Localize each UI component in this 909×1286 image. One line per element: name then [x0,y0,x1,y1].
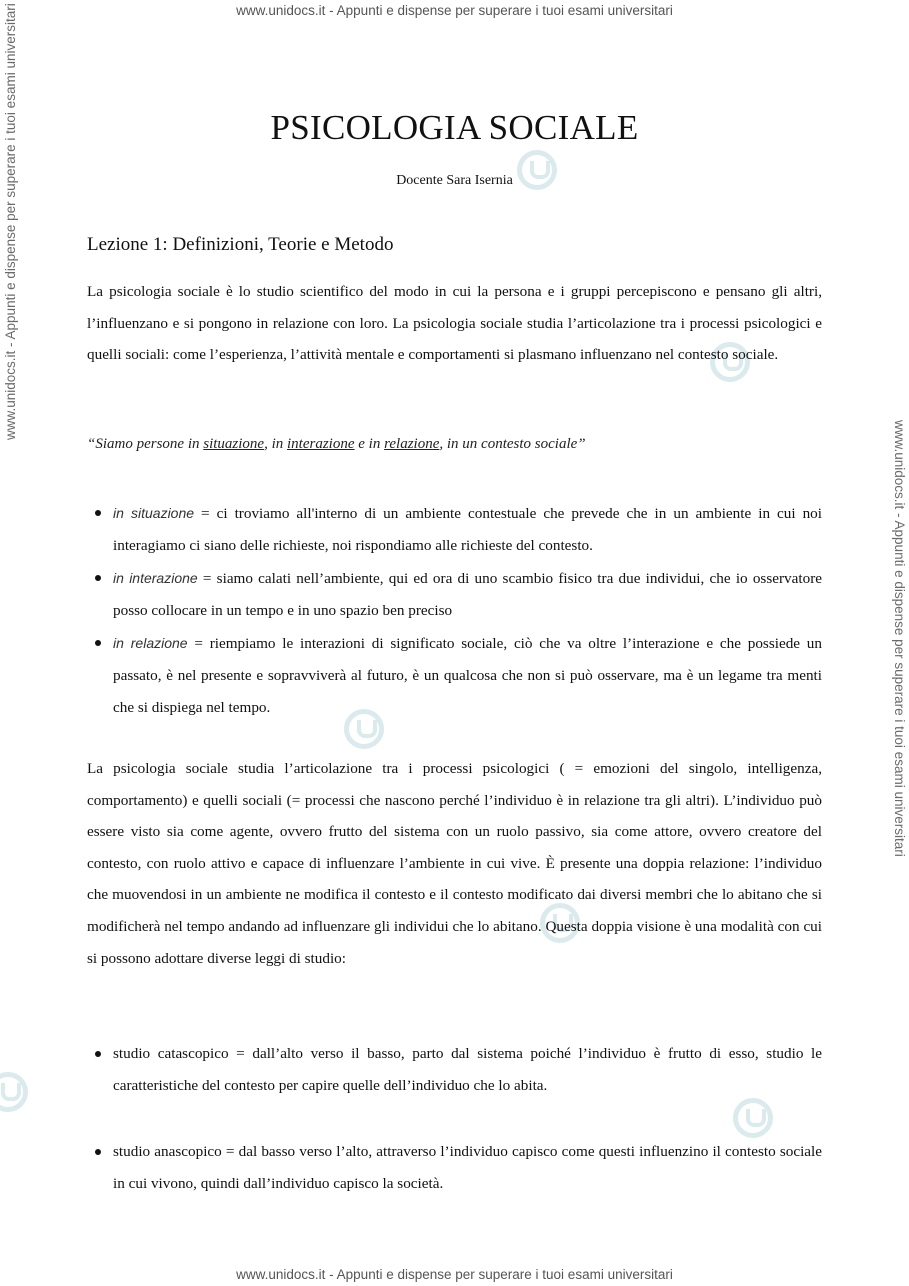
quote-underlined-word: interazione [287,436,355,452]
watermark-logo-icon [733,1098,773,1138]
bullet-icon [95,510,101,516]
header-watermark: www.unidocs.it - Appunti e dispense per superare i tuoi esami universitari [236,3,673,18]
bullet-term: in relazione [113,635,188,651]
quote-text: , in [264,436,288,452]
bullet-text: studio catascopico = dall’alto verso il basso, parto dal sistema poiché l’individuo è frutto di esso, studio le caratteristiche del contesto per capire quelle dell’individuo che lo abita. [113,1045,822,1094]
bullet-icon [95,1149,101,1155]
quote-text: “Siamo persone in [87,436,204,452]
right-side-watermark: www.unidocs.it - Appunti e dispense per superare i tuoi esami universitari [892,420,907,857]
footer-watermark: www.unidocs.it - Appunti e dispense per superare i tuoi esami universitari [236,1267,673,1282]
quote [87,436,586,453]
list-item [87,562,822,627]
bullet-list-anascopico [87,1136,822,1200]
bullet-term: in situazione [113,505,195,521]
bullet-icon [95,1051,101,1057]
list-item [87,1136,822,1200]
bullet-text: = siamo calati nell’ambiente, qui ed ora di uno scambio fisico tra due individui, che io osservatore posso collocare in un tempo e in uno spazio ben preciso [113,570,822,619]
document-subtitle: Docente Sara Isernia [396,173,513,188]
left-side-watermark: www.unidocs.it - Appunti e dispense per superare i tuoi esami universitari [3,3,18,440]
quote-underlined-word: situazione [203,436,265,452]
bullet-text: = ci troviamo all'interno di un ambiente contestuale che prevede che in un ambiente in cui noi interagiamo ci siano delle richieste, noi rispondiamo alle richieste del contesto. [113,505,822,554]
list-item [87,627,822,724]
bullet-icon [95,575,101,581]
bullet-icon [95,640,101,646]
bullet-list-catascopico [87,1038,822,1102]
quote-text: e in [354,436,385,452]
second-paragraph: La psicologia sociale studia l’articolazione tra i processi psicologici ( = emozioni del singolo, intelligenza, comportamento) e quelli sociali (= processi che nascono perché l’individuo è in relazione tra gli altri). L’individuo può essere visto sia come agente, ovvero frutto del sistema con un ruolo passivo, sia come attore, ovvero creatore del contesto, con ruolo attivo e capace di influenzare l’ambiente in cui vive. È presente una doppia relazione: l’individuo che muovendosi in un ambiente ne modifica il contesto e il contesto modificato dai diversi membri che lo abitano che si modificherà nel tempo andando ad influenzare gli individui che lo abitano. Questa doppia visione è una modalità con cui si possono adottare diverse leggi di studio: [87,760,822,967]
intro-paragraph: La psicologia sociale è lo studio scientifico del modo in cui la persona e i gruppi percepiscono e pensano gli altri, l’influenzano e si pongono in relazione con loro. La psicologia sociale studia l’articolazione tra i processi psicologici e quelli sociali: come l’esperienza, l’attività mentale e comportamenti si plasmano influenzano nel contesto sociale. [87,283,822,364]
list-item [87,497,822,562]
bullet-text: studio anascopico = dal basso verso l’alto, attraverso l’individuo capisco come questi influenzino il contesto sociale in cui vivono, quindi dall’individuo capisco la società. [113,1143,822,1192]
bullet-list-concepts [87,497,822,724]
quote-underlined-word: relazione [384,436,440,452]
watermark-logo-icon [0,1072,28,1112]
document-title: PSICOLOGIA SOCIALE [270,108,639,147]
bullet-text: = riempiamo le interazioni di significato sociale, ciò che va oltre l’interazione e che possiede un passato, è nel presente e sopravviverà al futuro, è un qualcosa che non si può osservare, ma è un legame tra menti che si dispiega nel tempo. [113,635,822,716]
bullet-term: in interazione [113,570,198,586]
lesson-heading: Lezione 1: Definizioni, Teorie e Metodo [87,234,394,255]
list-item [87,1038,822,1102]
quote-text: , in un contesto sociale” [439,436,586,452]
